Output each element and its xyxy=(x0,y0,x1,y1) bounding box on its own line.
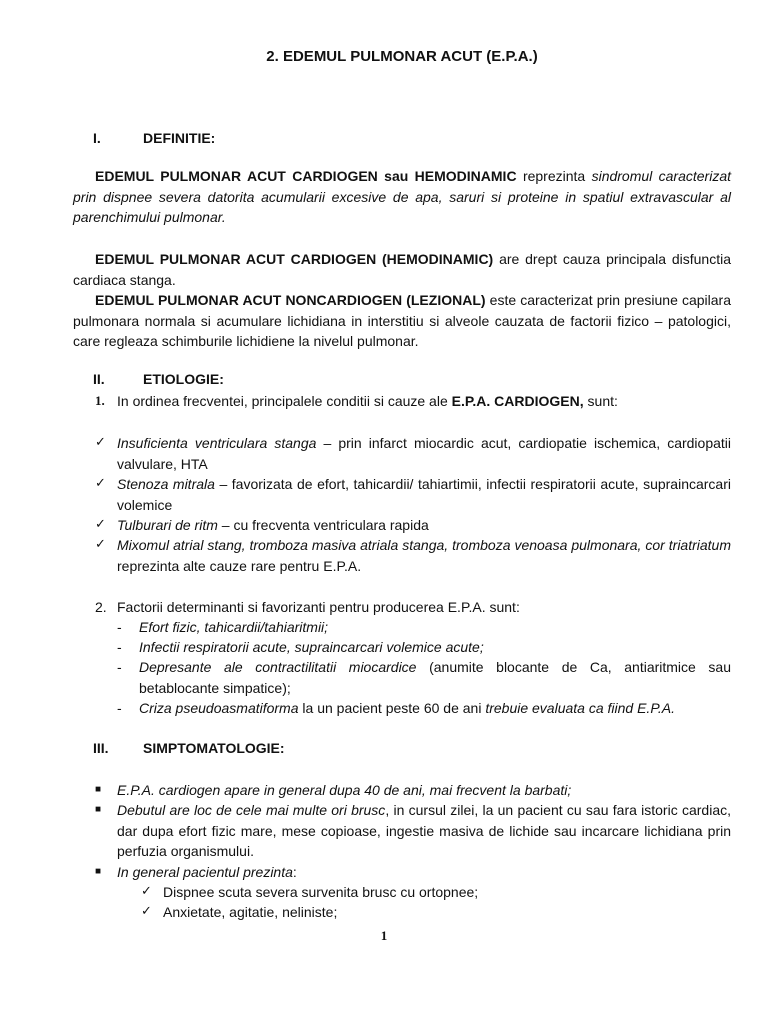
checkmark-icon: ✓ xyxy=(95,435,106,450)
item-number: 2. xyxy=(95,599,107,615)
section-title: SIMPTOMATOLOGIE: xyxy=(143,740,285,756)
checkmark-icon: ✓ xyxy=(95,476,106,491)
cause-text: – prin infarct miocardic acut, cardiopatie ischemica, cardiopatii valvulare, HTA xyxy=(117,435,732,472)
bullet-item xyxy=(95,862,731,883)
dash-list-item xyxy=(117,657,731,698)
checkmark-icon: ✓ xyxy=(95,537,106,552)
square-bullet-icon: ■ xyxy=(95,784,102,795)
factor-italic: Infectii respiratorii acute, supraincarcari volemice acute; xyxy=(139,639,484,655)
cause-name: Tulburari de ritm xyxy=(117,517,218,533)
section-number: II. xyxy=(93,371,105,387)
numbered-item-1 xyxy=(95,391,731,412)
symptom-item xyxy=(141,902,731,923)
check-list-item xyxy=(95,535,731,576)
cause-name: Stenoza mitrala xyxy=(117,476,215,492)
factor-text: la un pacient peste 60 de ani xyxy=(298,700,486,716)
term-bold: EDEMUL PULMONAR ACUT CARDIOGEN (HEMODINAMIC) xyxy=(95,251,494,267)
square-bullet-icon: ■ xyxy=(95,866,102,877)
cause-text: – cu frecventa ventriculara rapida xyxy=(217,517,429,533)
numbered-item-2 xyxy=(95,597,731,618)
dash-marker: - xyxy=(117,659,122,675)
section-title: DEFINITIE: xyxy=(143,130,216,146)
dash-list-item xyxy=(117,617,731,638)
page-title: 2. EDEMUL PULMONAR ACUT (E.P.A.) xyxy=(266,48,538,65)
check-list-item xyxy=(95,433,731,474)
dash-marker: - xyxy=(117,619,122,635)
bullet-text: , in cursul zilei, la un pacient cu sau fara istoric cardiac, dar dupa efort fizic mare, mese copioase, ingestie masiva de lichide sau incarcare lichidiana prin perfuzia organismului. xyxy=(117,802,731,859)
item-tail: sunt: xyxy=(583,393,618,409)
checkmark-icon: ✓ xyxy=(141,904,152,919)
paragraph-text: reprezinta xyxy=(516,168,592,184)
symptom-item xyxy=(141,882,731,903)
section-number: I. xyxy=(93,130,101,146)
section-heading-etiologie xyxy=(93,371,224,387)
dash-marker: - xyxy=(117,700,122,716)
factor-italic: Depresante ale contractilitatii miocardice xyxy=(139,659,417,675)
bullet-text: : xyxy=(292,864,297,880)
checkmark-icon: ✓ xyxy=(141,884,152,899)
dash-list-item xyxy=(117,637,731,658)
cause-text: – favorizata de efort, tahicardii/ tahiartimii, infectii respiratorii acute, supraincarcari volemice xyxy=(117,476,731,513)
bullet-italic: In general pacientul prezinta xyxy=(117,864,293,880)
term-bold: EDEMUL PULMONAR ACUT NONCARDIOGEN (LEZIONAL) xyxy=(95,292,486,308)
check-list-item xyxy=(95,515,731,536)
bullet-item xyxy=(95,800,731,862)
dash-marker: - xyxy=(117,639,122,655)
square-bullet-icon: ■ xyxy=(95,804,102,815)
bullet-italic: E.P.A. cardiogen apare in general dupa 40 de ani, mai frecvent la barbati; xyxy=(117,782,572,798)
checkmark-icon: ✓ xyxy=(95,517,106,532)
cause-name: Mixomul atrial stang, tromboza masiva atriala stanga, tromboza venoasa pulmonara, cor triatriatum xyxy=(117,537,731,553)
factor-text: (anumite blocante de Ca, antiaritmice sau betablocante simpatice); xyxy=(139,659,732,696)
section-number: III. xyxy=(93,740,109,756)
section-heading-simptomatologie xyxy=(93,740,285,756)
definition-paragraph-2 xyxy=(73,249,731,290)
section-title: ETIOLOGIE: xyxy=(143,371,224,387)
term-definition: sindromul caracterizat prin dispnee severa datorita acumularii excesive de apa, saruri si proteine in spatiul extravascular al parenchimului pulmonar. xyxy=(73,168,732,225)
section-heading-definitie xyxy=(93,130,215,146)
definition-paragraph-3 xyxy=(73,290,731,352)
item-bold: E.P.A. CARDIOGEN, xyxy=(451,393,584,409)
paragraph-text: are drept cauza principala disfunctia cardiaca stanga. xyxy=(73,251,731,288)
factor-italic-tail: trebuie evaluata ca fiind E.P.A. xyxy=(485,700,675,716)
bullet-item xyxy=(95,780,731,801)
check-list-item xyxy=(95,474,731,515)
cause-text: reprezinta alte cauze rare pentru E.P.A. xyxy=(117,557,362,574)
factor-italic: Criza pseudoasmatiforma xyxy=(139,700,299,716)
item-text: Factorii determinanti si favorizanti pentru producerea E.P.A. sunt: xyxy=(117,599,520,615)
bullet-italic: Debutul are loc de cele mai multe ori brusc xyxy=(117,802,386,818)
dash-list-item xyxy=(117,698,731,719)
definition-paragraph-1 xyxy=(73,166,731,228)
term-bold: EDEMUL PULMONAR ACUT CARDIOGEN sau HEMODINAMIC xyxy=(95,168,517,184)
paragraph-text: este caracterizat prin presiune capilara pulmonara normala si acumulare lichidiana in interstitiu si alveole cauzata de factorii fizico – patologici, care regleaza schimburile lichidiene la nivelul pulmonar. xyxy=(73,292,732,349)
symptom-text: Dispnee scuta severa survenita brusc cu ortopnee; xyxy=(163,884,479,900)
symptom-text: Anxietate, agitatie, neliniste; xyxy=(163,904,338,920)
factor-italic: Efort fizic, tahicardii/tahiaritmii; xyxy=(139,619,329,635)
cause-name: Insuficienta ventriculara stanga xyxy=(117,435,317,451)
page-number: 1 xyxy=(380,928,388,943)
item-number: 1. xyxy=(95,393,105,408)
item-text: In ordinea frecventei, principalele conditii si cauze ale xyxy=(117,393,452,409)
